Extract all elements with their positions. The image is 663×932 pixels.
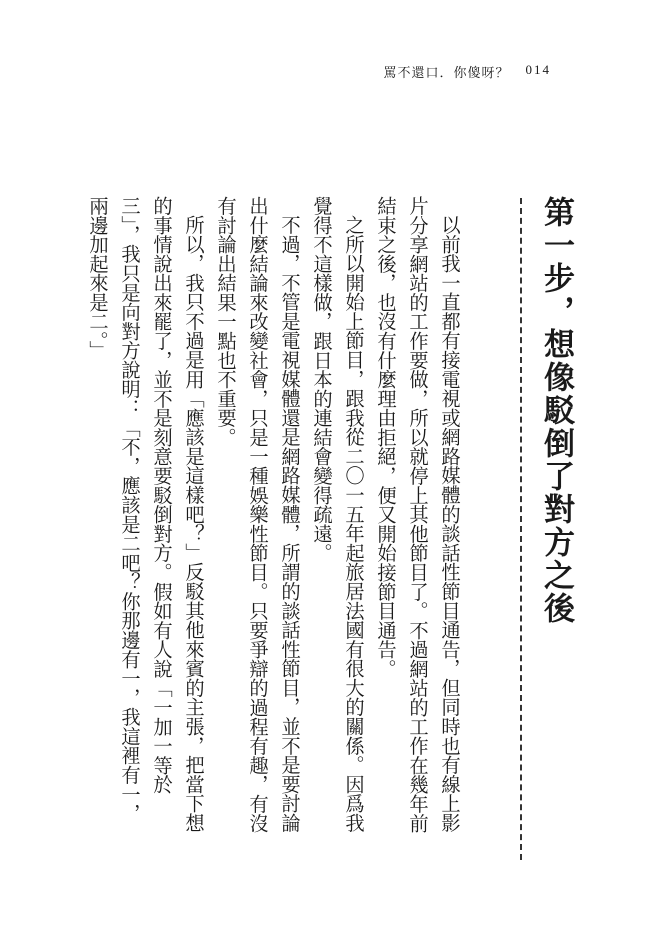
title-divider-rule bbox=[520, 198, 522, 860]
paragraph: 以前我一直都有接電視或網路媒體的談話性節目通告，但同時也有線上影片分享網站的工作要做，所以就停上其他節目了。不過網站的工作在幾年前結束之後，也沒有什麼理由拒絕，便又開始接節目通告。 bbox=[374, 196, 461, 833]
paragraph: 所以，我只不過是用「應該是這樣吧？」反駁其他來賓的主張，把當下想的事情說出來罷了，並不是刻意要駁倒對方。假如有人說「一加一等於三」，我只是向對方說明：「不，應該是二吧？你那邊有一，我這裡有一，兩邊加起來是二。」 bbox=[86, 196, 205, 833]
body-text bbox=[0, 196, 465, 836]
running-header bbox=[383, 62, 551, 81]
running-title: 罵不還口．你傻呀？ bbox=[383, 66, 510, 81]
page-number: 014 bbox=[525, 62, 551, 77]
chapter-title: 第一步，想像駁倒了對方之後 bbox=[538, 196, 574, 625]
paragraph: 之所以開始上節目，跟我從二〇一五年起旅居法國有很大的關係。因爲我覺得不這樣做，跟日本的連結會變得疏遠。 bbox=[310, 196, 365, 833]
paragraph: 不過，不管是電視媒體還是網路媒體，所謂的談話性節目，並不是要討論出什麼結論來改變社會，只是一種娛樂性節目。只要爭辯的過程有趣，有沒有討論出結果一點也不重要。 bbox=[214, 196, 301, 833]
